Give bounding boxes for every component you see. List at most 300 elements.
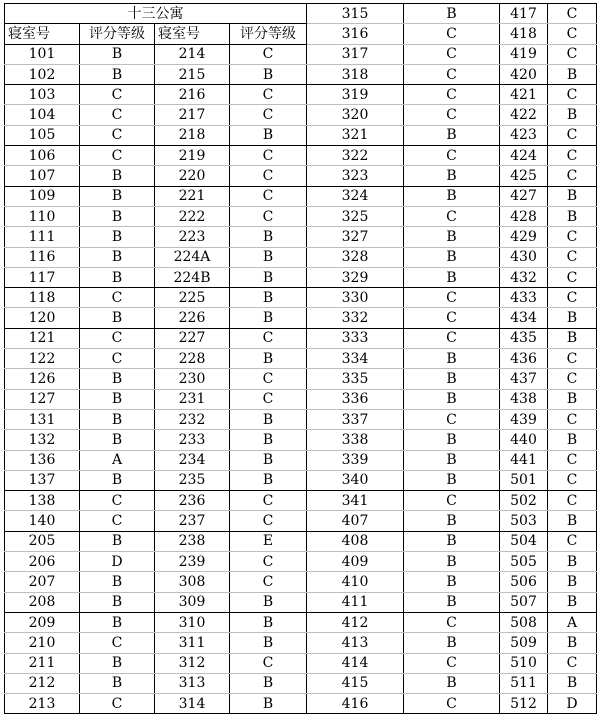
room-number: 213 (5, 694, 80, 714)
room-number: 311 (155, 633, 230, 653)
grade-value: C (404, 44, 500, 64)
grade-value: B (80, 369, 155, 389)
room-number: 234 (155, 450, 230, 470)
grade-value: B (404, 470, 500, 490)
grade-value: C (548, 44, 597, 64)
grade-value: B (548, 105, 597, 125)
grade-value: C (548, 491, 597, 511)
room-number: 102 (5, 64, 80, 84)
grade-value: C (230, 511, 307, 531)
grade-value: C (548, 125, 597, 145)
room-number: 407 (307, 511, 404, 531)
room-number: 219 (155, 146, 230, 166)
room-number: 140 (5, 511, 80, 531)
grade-value: C (548, 247, 597, 267)
grade-value: B (230, 450, 307, 470)
room-number: 505 (500, 552, 548, 572)
grade-value: C (548, 288, 597, 308)
room-number: 138 (5, 491, 80, 511)
grade-value: C (548, 349, 597, 369)
room-number: 428 (500, 206, 548, 226)
room-number: 225 (155, 288, 230, 308)
room-number: 411 (307, 592, 404, 612)
grade-value: B (80, 166, 155, 186)
grade-value: C (230, 572, 307, 592)
room-number: 136 (5, 450, 80, 470)
grade-value: B (230, 633, 307, 653)
grade-value: C (80, 511, 155, 531)
grade-value: B (230, 673, 307, 693)
grade-value: B (404, 511, 500, 531)
room-number: 101 (5, 44, 80, 64)
grade-value: B (548, 308, 597, 328)
grade-value: B (404, 186, 500, 206)
grade-value: B (404, 450, 500, 470)
grade-value: C (230, 85, 307, 105)
grade-value: C (80, 328, 155, 348)
room-number: 436 (500, 349, 548, 369)
grade-value: B (404, 389, 500, 409)
grade-value: B (80, 64, 155, 84)
header-grade-1: 评分等级 (80, 24, 155, 44)
grade-value: B (404, 4, 500, 24)
table-row (5, 470, 597, 490)
grade-value: B (80, 592, 155, 612)
table-body (5, 4, 597, 714)
room-number: 118 (5, 288, 80, 308)
grade-value: B (230, 125, 307, 145)
room-number: 233 (155, 430, 230, 450)
grade-value: B (548, 633, 597, 653)
grade-value: C (80, 694, 155, 714)
room-number: 117 (5, 267, 80, 287)
grade-value: B (80, 267, 155, 287)
grade-value: C (548, 409, 597, 429)
room-number: 214 (155, 44, 230, 64)
grade-value: D (80, 552, 155, 572)
table-row (5, 694, 597, 714)
grade-value: C (230, 206, 307, 226)
room-number: 103 (5, 85, 80, 105)
room-number: 435 (500, 328, 548, 348)
room-number: 224A (155, 247, 230, 267)
room-number: 337 (307, 409, 404, 429)
table-row (5, 166, 597, 186)
grade-value: B (404, 572, 500, 592)
room-number: 507 (500, 592, 548, 612)
grade-value: B (404, 349, 500, 369)
room-number: 413 (307, 633, 404, 653)
grade-value: B (80, 44, 155, 64)
table-row (5, 267, 597, 287)
grade-value: C (548, 24, 597, 44)
room-number: 137 (5, 470, 80, 490)
header-grade-2: 评分等级 (230, 24, 307, 44)
room-number: 308 (155, 572, 230, 592)
room-number: 437 (500, 369, 548, 389)
grades-sheet (4, 3, 597, 714)
room-number: 222 (155, 206, 230, 226)
table-row (5, 4, 597, 24)
grade-value: C (230, 146, 307, 166)
grade-value: B (404, 673, 500, 693)
room-number: 104 (5, 105, 80, 125)
table-row (5, 105, 597, 125)
grade-value: B (548, 572, 597, 592)
room-number: 504 (500, 531, 548, 551)
room-number: 423 (500, 125, 548, 145)
grade-value: C (80, 105, 155, 125)
grade-value: B (404, 267, 500, 287)
grade-value: B (80, 653, 155, 673)
room-number: 110 (5, 206, 80, 226)
grade-value: D (548, 694, 597, 714)
grade-value: C (404, 85, 500, 105)
room-number: 415 (307, 673, 404, 693)
table-row (5, 308, 597, 328)
room-number: 238 (155, 531, 230, 551)
table-row (5, 552, 597, 572)
grade-value: A (80, 450, 155, 470)
room-number: 409 (307, 552, 404, 572)
grade-value: B (548, 186, 597, 206)
room-number: 323 (307, 166, 404, 186)
room-number: 508 (500, 612, 548, 632)
room-number: 430 (500, 247, 548, 267)
room-number: 334 (307, 349, 404, 369)
grade-value: C (404, 105, 500, 125)
grade-value: B (404, 552, 500, 572)
room-number: 313 (155, 673, 230, 693)
room-number: 336 (307, 389, 404, 409)
room-number: 419 (500, 44, 548, 64)
grade-value: C (548, 470, 597, 490)
room-number: 325 (307, 206, 404, 226)
room-number: 427 (500, 186, 548, 206)
table-row (5, 247, 597, 267)
table-row (5, 409, 597, 429)
room-number: 510 (500, 653, 548, 673)
table-row (5, 125, 597, 145)
grade-value: C (404, 24, 500, 44)
grade-value: B (230, 592, 307, 612)
room-number: 327 (307, 227, 404, 247)
grade-value: C (230, 105, 307, 125)
grade-value: B (404, 531, 500, 551)
room-number: 218 (155, 125, 230, 145)
room-number: 503 (500, 511, 548, 531)
room-number: 422 (500, 105, 548, 125)
grade-value: B (404, 166, 500, 186)
grade-value: C (230, 491, 307, 511)
room-number: 215 (155, 64, 230, 84)
room-number: 132 (5, 430, 80, 450)
room-number: 417 (500, 4, 548, 24)
room-number: 221 (155, 186, 230, 206)
room-number: 232 (155, 409, 230, 429)
room-number: 211 (5, 653, 80, 673)
room-number: 322 (307, 146, 404, 166)
room-number: 228 (155, 349, 230, 369)
table-row (5, 328, 597, 348)
grade-value: B (80, 470, 155, 490)
room-number: 341 (307, 491, 404, 511)
grade-value: B (80, 430, 155, 450)
room-number: 425 (500, 166, 548, 186)
room-number: 340 (307, 470, 404, 490)
room-number: 210 (5, 633, 80, 653)
table-row (5, 288, 597, 308)
room-number: 420 (500, 64, 548, 84)
grade-value: C (230, 369, 307, 389)
room-number: 424 (500, 146, 548, 166)
grade-value: C (404, 206, 500, 226)
room-number: 434 (500, 308, 548, 328)
table-row (5, 186, 597, 206)
grade-value: C (230, 328, 307, 348)
room-number: 105 (5, 125, 80, 145)
room-number: 106 (5, 146, 80, 166)
grade-value: B (404, 633, 500, 653)
header-room-2: 寝室号 (155, 24, 230, 44)
room-number: 338 (307, 430, 404, 450)
grade-value: C (548, 450, 597, 470)
grade-value: B (548, 430, 597, 450)
table-row (5, 227, 597, 247)
room-number: 414 (307, 653, 404, 673)
room-number: 502 (500, 491, 548, 511)
room-number: 107 (5, 166, 80, 186)
room-number: 226 (155, 308, 230, 328)
grade-value: B (404, 227, 500, 247)
room-number: 410 (307, 572, 404, 592)
grade-value: C (404, 612, 500, 632)
grade-value: C (404, 308, 500, 328)
grade-value: B (548, 389, 597, 409)
room-number: 324 (307, 186, 404, 206)
grade-value: B (548, 552, 597, 572)
grade-value: B (404, 592, 500, 612)
grade-value: C (548, 146, 597, 166)
room-number: 237 (155, 511, 230, 531)
room-number: 512 (500, 694, 548, 714)
table-row (5, 491, 597, 511)
table-row (5, 146, 597, 166)
room-number: 216 (155, 85, 230, 105)
grade-value: B (548, 511, 597, 531)
room-number: 116 (5, 247, 80, 267)
room-number: 506 (500, 572, 548, 592)
room-number: 206 (5, 552, 80, 572)
room-number: 318 (307, 64, 404, 84)
grade-value: C (230, 653, 307, 673)
grade-value: C (404, 288, 500, 308)
grade-value: C (548, 369, 597, 389)
room-number: 131 (5, 409, 80, 429)
grade-value: B (230, 267, 307, 287)
room-number: 412 (307, 612, 404, 632)
room-number: 120 (5, 308, 80, 328)
room-number: 126 (5, 369, 80, 389)
room-number: 212 (5, 673, 80, 693)
table-row (5, 633, 597, 653)
room-number: 224B (155, 267, 230, 287)
grade-value: B (548, 328, 597, 348)
room-number: 312 (155, 653, 230, 673)
grade-value: C (230, 552, 307, 572)
room-number: 121 (5, 328, 80, 348)
grade-value: C (230, 186, 307, 206)
room-number: 433 (500, 288, 548, 308)
grade-value: B (80, 247, 155, 267)
table-row (5, 592, 597, 612)
grade-value: B (548, 206, 597, 226)
room-number: 220 (155, 166, 230, 186)
room-number: 111 (5, 227, 80, 247)
grade-value: C (404, 491, 500, 511)
room-number: 239 (155, 552, 230, 572)
room-number: 440 (500, 430, 548, 450)
table-row (5, 85, 597, 105)
room-number: 314 (155, 694, 230, 714)
table-row (5, 24, 597, 44)
header-room-1: 寝室号 (5, 24, 80, 44)
room-number: 230 (155, 369, 230, 389)
room-number: 335 (307, 369, 404, 389)
grade-value: C (80, 146, 155, 166)
room-number: 231 (155, 389, 230, 409)
grade-value: B (230, 349, 307, 369)
grade-value: C (404, 409, 500, 429)
table-row (5, 369, 597, 389)
room-number: 235 (155, 470, 230, 490)
room-number: 333 (307, 328, 404, 348)
grade-value: B (80, 612, 155, 632)
grade-value: C (548, 166, 597, 186)
grade-value: B (230, 430, 307, 450)
room-number: 439 (500, 409, 548, 429)
grade-value: B (80, 308, 155, 328)
grade-value: B (548, 64, 597, 84)
grade-value: B (230, 612, 307, 632)
grade-value: B (80, 572, 155, 592)
room-number: 320 (307, 105, 404, 125)
grade-value: B (230, 694, 307, 714)
grade-value: E (230, 531, 307, 551)
room-number: 418 (500, 24, 548, 44)
grade-value: C (404, 694, 500, 714)
table-row (5, 653, 597, 673)
grade-value: C (80, 85, 155, 105)
room-number: 122 (5, 349, 80, 369)
room-number: 205 (5, 531, 80, 551)
room-number: 227 (155, 328, 230, 348)
room-number: 511 (500, 673, 548, 693)
room-number: 209 (5, 612, 80, 632)
room-number: 501 (500, 470, 548, 490)
table-row (5, 612, 597, 632)
room-number: 441 (500, 450, 548, 470)
grade-value: B (404, 247, 500, 267)
room-number: 310 (155, 612, 230, 632)
dorm-grade-table (4, 3, 597, 714)
room-number: 127 (5, 389, 80, 409)
grade-value: B (80, 389, 155, 409)
grade-value: C (548, 531, 597, 551)
room-number: 339 (307, 450, 404, 470)
room-number: 330 (307, 288, 404, 308)
grade-value: B (230, 470, 307, 490)
table-row (5, 430, 597, 450)
grade-value: B (80, 206, 155, 226)
grade-value: C (230, 44, 307, 64)
room-number: 319 (307, 85, 404, 105)
room-number: 316 (307, 24, 404, 44)
grade-value: B (404, 125, 500, 145)
table-row (5, 64, 597, 84)
grade-value: B (80, 409, 155, 429)
grade-value: B (80, 531, 155, 551)
grade-value: C (548, 85, 597, 105)
room-number: 429 (500, 227, 548, 247)
room-number: 109 (5, 186, 80, 206)
room-number: 236 (155, 491, 230, 511)
grade-value: B (80, 673, 155, 693)
grade-value: C (80, 349, 155, 369)
table-row (5, 389, 597, 409)
room-number: 321 (307, 125, 404, 145)
grade-value: B (230, 308, 307, 328)
grade-value: C (404, 146, 500, 166)
grade-value: B (548, 673, 597, 693)
room-number: 223 (155, 227, 230, 247)
grade-value: C (80, 633, 155, 653)
grade-value: B (80, 186, 155, 206)
grade-value: B (548, 592, 597, 612)
room-number: 509 (500, 633, 548, 653)
grade-value: B (404, 430, 500, 450)
table-row (5, 450, 597, 470)
grade-value: C (80, 491, 155, 511)
room-number: 315 (307, 4, 404, 24)
grade-value: B (230, 409, 307, 429)
grade-value: C (548, 227, 597, 247)
table-row (5, 349, 597, 369)
grade-value: C (548, 653, 597, 673)
grade-value: B (230, 227, 307, 247)
room-number: 408 (307, 531, 404, 551)
table-row (5, 206, 597, 226)
grade-value: C (230, 166, 307, 186)
grade-value: C (80, 125, 155, 145)
room-number: 416 (307, 694, 404, 714)
grade-value: C (548, 267, 597, 287)
grade-value: C (230, 389, 307, 409)
table-row (5, 673, 597, 693)
grade-value: C (548, 4, 597, 24)
grade-value: C (404, 328, 500, 348)
room-number: 217 (155, 105, 230, 125)
room-number: 438 (500, 389, 548, 409)
table-row (5, 531, 597, 551)
grade-value: B (230, 288, 307, 308)
room-number: 421 (500, 85, 548, 105)
room-number: 329 (307, 267, 404, 287)
grade-value: B (230, 247, 307, 267)
room-number: 317 (307, 44, 404, 64)
grade-value: B (80, 227, 155, 247)
room-number: 328 (307, 247, 404, 267)
